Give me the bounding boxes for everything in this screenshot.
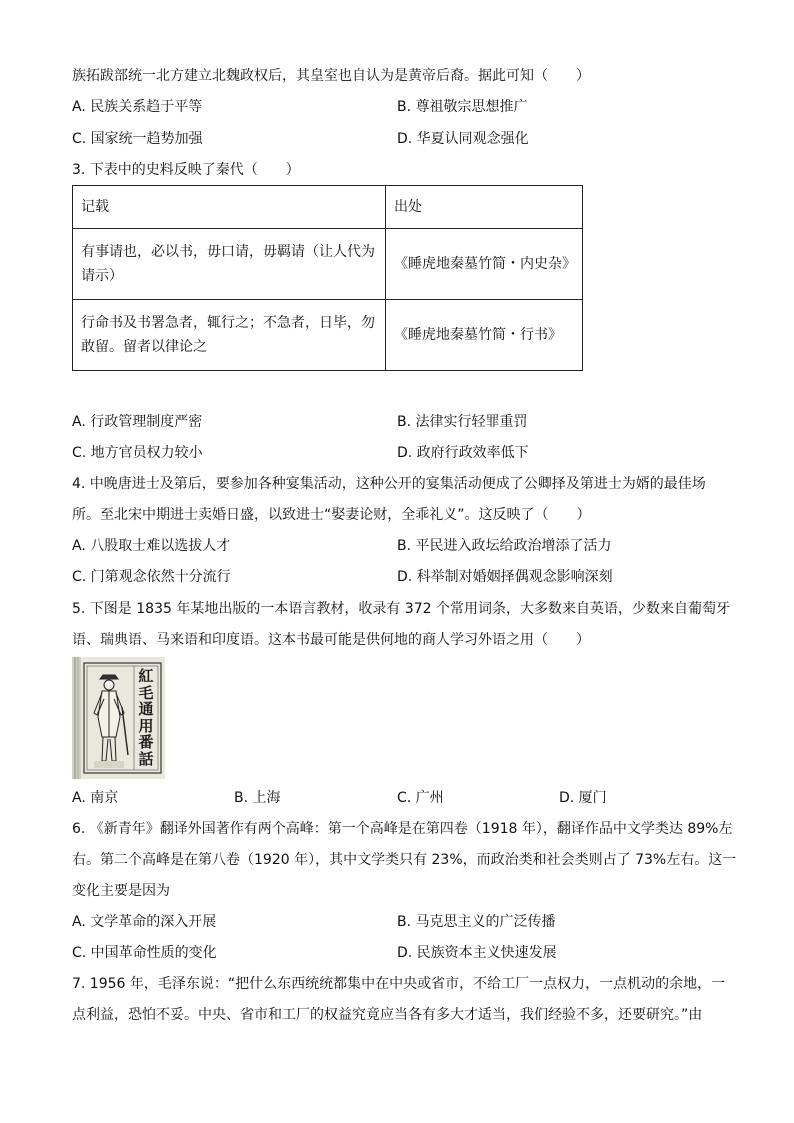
q2-option-d: D. 华夏认同观念强化 — [397, 131, 529, 147]
book-cover-title — [135, 668, 157, 767]
q2-option-c: C. 国家统一趋势加强 — [72, 131, 203, 147]
table-header-source: 出处 — [386, 186, 583, 229]
q6-option-a: A. 文学革命的深入开展 — [72, 914, 217, 930]
table-header-row — [73, 186, 583, 229]
book-title-char: 紅 — [138, 667, 154, 685]
q6-option-d: D. 民族资本主义快速发展 — [397, 945, 557, 961]
q6-stem-line-2: 右。第二个高峰是在第八卷（1920 年），其中文学类只有 23%，而政治类和社会类则占了 73%左右。这一 — [72, 852, 737, 868]
q7-stem-line-1: 7. 1956 年，毛泽东说：“把什么东西统统都集中在中央或省市，不给工厂一点权力，一点机动的余地，一 — [72, 976, 726, 992]
q6-option-c: C. 中国革命性质的变化 — [72, 945, 217, 961]
q3-stem: 3. 下表中的史料反映了秦代（ ） — [72, 162, 300, 178]
q2-stem: 族拓跋部统一北方建立北魏政权后，其皇室也自认为是黄帝后裔。据此可知（ ） — [72, 68, 590, 84]
q5-stem-line-2: 语、瑞典语、马来语和印度语。这本书最可能是供何地的商人学习外语之用（ ） — [72, 632, 590, 648]
q4-stem-line-2: 所。至北宋中期进士卖婚日盛，以致进士“娶妻论财，全乖礼义”。这反映了（ ） — [72, 507, 591, 523]
q2-option-b: B. 尊祖敬宗思想推广 — [397, 99, 528, 115]
q5-stem-line-1: 5. 下图是 1835 年某地出版的一本语言教材，收录有 372 个常用词条，大多数来自英语，少数来自葡萄牙 — [72, 601, 730, 617]
book-title-char: 話 — [138, 749, 154, 768]
q6-stem-line-3: 变化主要是因为 — [72, 883, 170, 899]
q5-option-c: C. 广州 — [397, 790, 444, 806]
q3-option-a: A. 行政管理制度严密 — [72, 414, 203, 430]
table-row — [73, 300, 583, 371]
table-row — [73, 229, 583, 300]
q4-option-d: D. 科举制对婚姻择偶观念影响深刻 — [397, 569, 613, 585]
q3-option-d: D. 政府行政效率低下 — [397, 445, 529, 461]
book-cover-image — [72, 657, 165, 779]
table-cell-source: 《睡虎地秦墓竹简・内史杂》 — [386, 229, 583, 300]
q2-option-a: A. 民族关系趋于平等 — [72, 99, 203, 115]
q5-option-a: A. 南京 — [72, 790, 119, 806]
table-cell-record: 有事请也，必以书，毋口请，毋羁请（让人代为请示） — [73, 229, 386, 300]
table-header-record: 记载 — [73, 186, 386, 229]
q4-stem-line-1: 4. 中晚唐进士及第后，要参加各种宴集活动，这种公开的宴集活动便成了公卿择及第进士为婿的最佳场 — [72, 476, 706, 492]
table-cell-source: 《睡虎地秦墓竹简・行书》 — [386, 300, 583, 371]
q6-stem-line-1: 6. 《新青年》翻译外国著作有两个高峰：第一个高峰是在第四卷（1918 年），翻译作品中文学类达 89%左 — [72, 821, 733, 837]
q5-option-b: B. 上海 — [234, 790, 281, 806]
q4-option-c: C. 门第观念依然十分流行 — [72, 569, 231, 585]
book-title-char: 毛 — [138, 683, 154, 702]
table-cell-record: 行命书及书署急者，辄行之；不急者，日毕，勿敢留。留者以律论之 — [73, 300, 386, 371]
book-title-char: 番 — [138, 733, 154, 751]
q3-source-table — [72, 185, 583, 371]
q7-stem-line-2: 点利益，恐怕不妥。中央、省市和工厂的权益究竟应当各有多大才适当，我们经验不多，还要研究。”由 — [72, 1007, 703, 1023]
q6-option-b: B. 马克思主义的广泛传播 — [397, 914, 556, 930]
book-title-char: 通 — [138, 700, 154, 718]
q4-option-a: A. 八股取士难以选拔人才 — [72, 538, 231, 554]
q4-option-b: B. 平民进入政坛给政治增添了活力 — [397, 538, 612, 554]
book-title-char: 用 — [138, 716, 154, 735]
q5-option-d: D. 厦门 — [559, 790, 607, 806]
q3-option-b: B. 法律实行轻罪重罚 — [397, 414, 528, 430]
q3-option-c: C. 地方官员权力较小 — [72, 445, 203, 461]
